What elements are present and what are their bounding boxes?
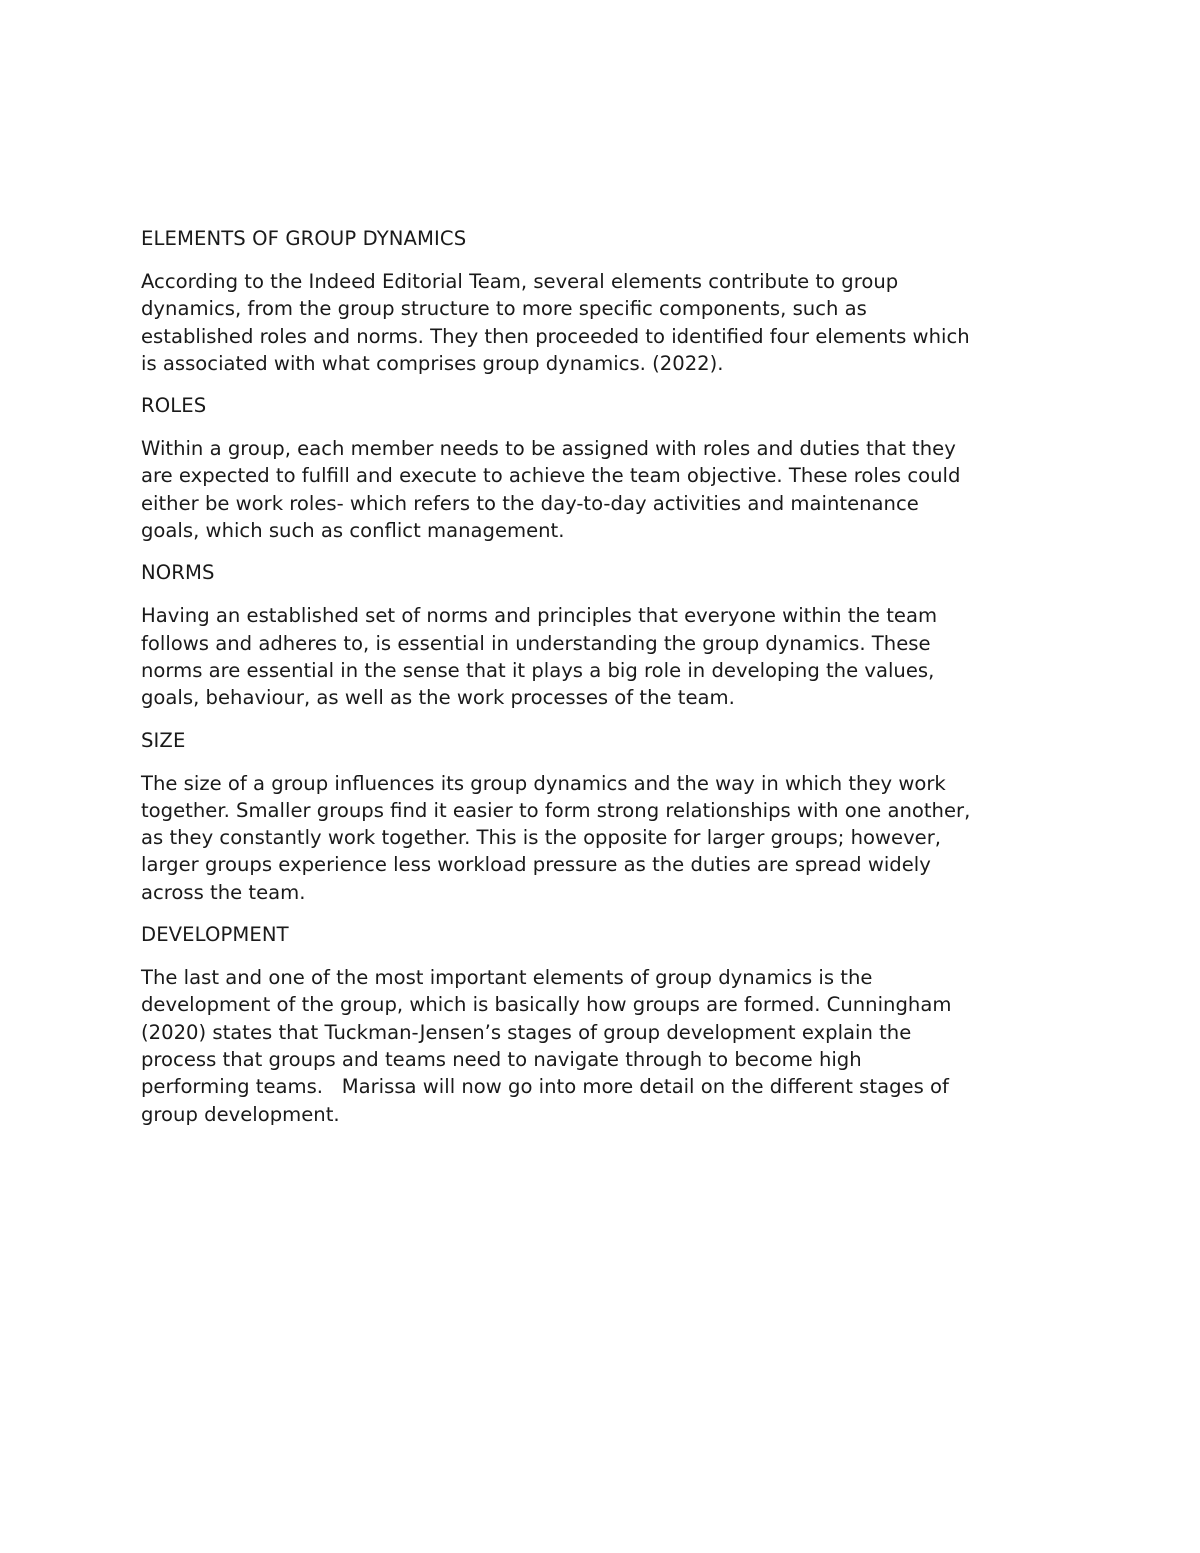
paragraph-line: across the team. (141, 880, 306, 904)
section-heading-development: DEVELOPMENT (141, 923, 289, 947)
paragraph-line: goals, behaviour, as well as the work processes of the team. (141, 686, 735, 710)
section-paragraph-size (141, 770, 1066, 906)
paragraph-line: either be work roles- which refers to the day-to-day activities and maintenance (141, 491, 919, 515)
paragraph-line: norms are essential in the sense that it plays a big role in developing the values, (141, 658, 935, 682)
paragraph-line: dynamics, from the group structure to more specific components, such as (141, 297, 867, 321)
section-paragraph-elements (141, 268, 1066, 377)
paragraph-line: are expected to fulfill and execute to achieve the team objective. These roles could (141, 464, 961, 488)
paragraph-line: development of the group, which is basically how groups are formed. Cunningham (141, 993, 952, 1017)
document-body (141, 225, 1066, 1143)
paragraph-line: According to the Indeed Editorial Team, several elements contribute to group (141, 270, 899, 293)
section-paragraph-norms (141, 602, 1066, 711)
paragraph-line: Within a group, each member needs to be assigned with roles and duties that they (141, 437, 956, 461)
paragraph-line: performing teams. Marissa will now go into more detail on the different stages of (141, 1075, 949, 1099)
section-paragraph-roles (141, 435, 1066, 544)
section-heading-elements: ELEMENTS OF GROUP DYNAMICS (141, 227, 467, 250)
paragraph-line: (2020) states that Tuckman-Jensen’s stages of group development explain the (141, 1020, 912, 1044)
paragraph-line: established roles and norms. They then proceeded to identified four elements which (141, 324, 970, 348)
paragraph-line: The last and one of the most important elements of group dynamics is the (141, 966, 873, 990)
paragraph-line: together. Smaller groups find it easier to form strong relationships with one another, (141, 798, 971, 822)
section-heading-roles: ROLES (141, 394, 207, 418)
section-paragraph-development (141, 964, 1066, 1128)
paragraph-line: as they constantly work together. This is the opposite for larger groups; however, (141, 826, 942, 850)
paragraph-line: Having an established set of norms and principles that everyone within the team (141, 604, 938, 628)
paragraph-line: is associated with what comprises group dynamics. (2022). (141, 351, 724, 375)
paragraph-line: group development. (141, 1102, 340, 1126)
section-heading-norms: NORMS (141, 561, 215, 585)
section-heading-size: SIZE (141, 728, 186, 752)
paragraph-line: process that groups and teams need to navigate through to become high (141, 1047, 862, 1071)
paragraph-line: larger groups experience less workload pressure as the duties are spread widely (141, 853, 931, 877)
paragraph-line: follows and adheres to, is essential in understanding the group dynamics. These (141, 631, 931, 655)
paragraph-line: goals, which such as conflict management. (141, 519, 565, 543)
paragraph-line: The size of a group influences its group dynamics and the way in which they work (141, 771, 946, 795)
